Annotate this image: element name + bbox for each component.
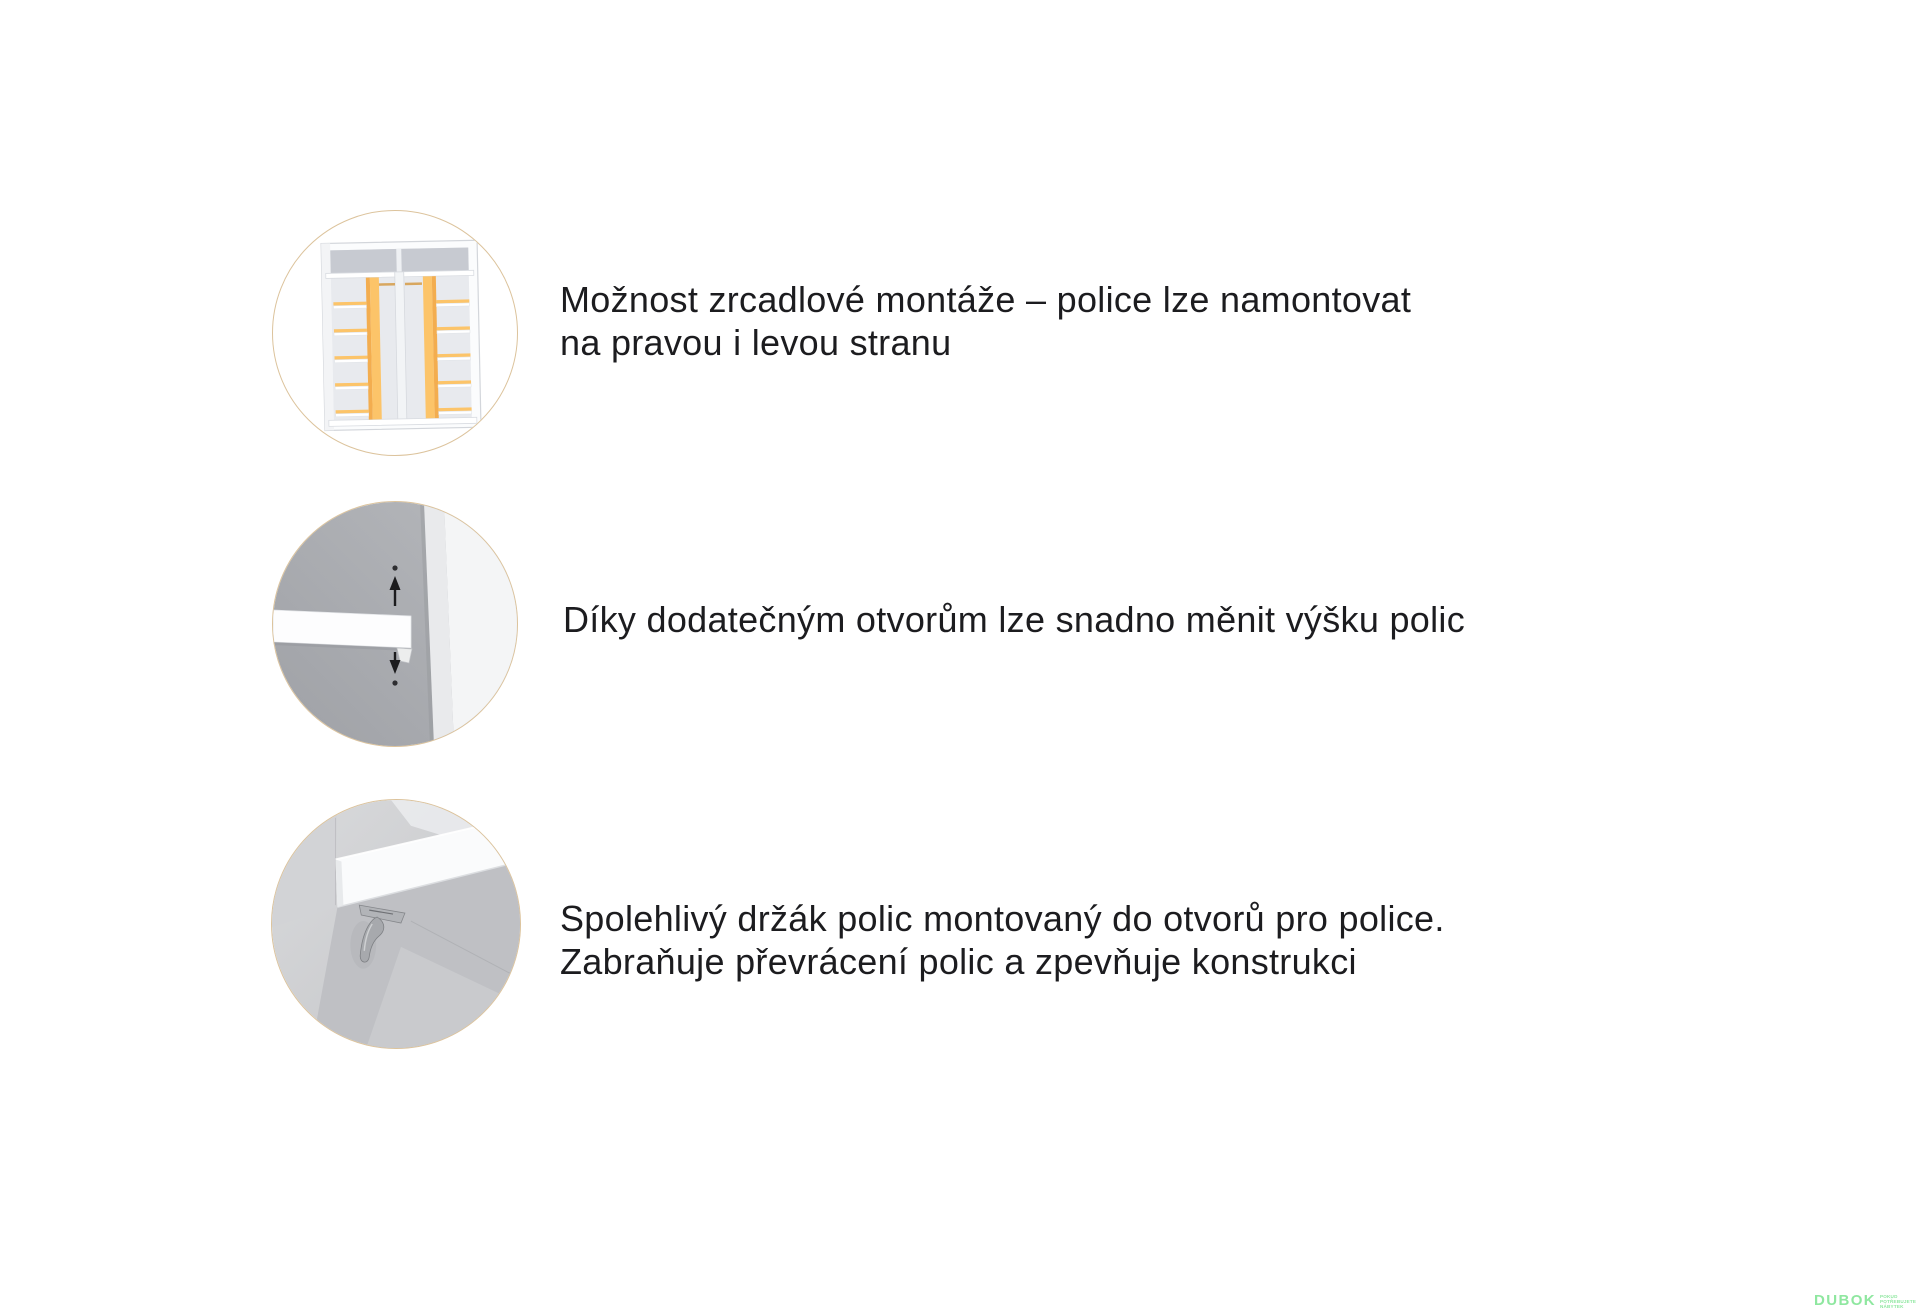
feature-text-adjustable-height (563, 598, 1465, 641)
feature-text-line: Možnost zrcadlové montáže – police lze namontovat (560, 279, 1412, 320)
dubok-tagline-line: NÁBYTEK (1880, 1304, 1904, 1309)
peg-hole-top (392, 565, 397, 570)
adjustable-shelf-illustration (273, 502, 517, 746)
feature-image-mirror-mounting (272, 210, 518, 456)
feature-image-adjustable-height (272, 501, 518, 747)
feature-text-line: Zabraňuje převrácení polic a zpevňuje konstrukci (560, 941, 1357, 982)
dubok-logo: DUBOK (1814, 1292, 1876, 1309)
feature-text-line: na pravou i levou stranu (560, 322, 952, 363)
feature-text-mirror-mounting (560, 278, 1411, 364)
feature-text-line: Díky dodatečným otvorům lze snadno měnit výšku polic (563, 599, 1465, 640)
dubok-watermark (1814, 1293, 1916, 1309)
feature-image-shelf-holder (271, 799, 521, 1049)
hanging-rod-left (378, 283, 395, 286)
shelf-board (273, 610, 411, 648)
peg-hole-bottom (392, 680, 397, 685)
hanging-rod-right (405, 282, 422, 285)
shelf-bracket-illustration (272, 800, 520, 1048)
wardrobe-interior-illustration (273, 211, 517, 455)
wardrobe-cabinet (321, 240, 481, 430)
dubok-tagline-line: POKUD (1880, 1294, 1898, 1299)
dubok-tagline-line: POTŘEBUJETE (1880, 1299, 1917, 1304)
dubok-tagline (1880, 1293, 1916, 1309)
feature-text-line: Spolehlivý držák polic montovaný do otvorů pro police. (560, 898, 1445, 939)
feature-text-shelf-holder (560, 897, 1445, 983)
